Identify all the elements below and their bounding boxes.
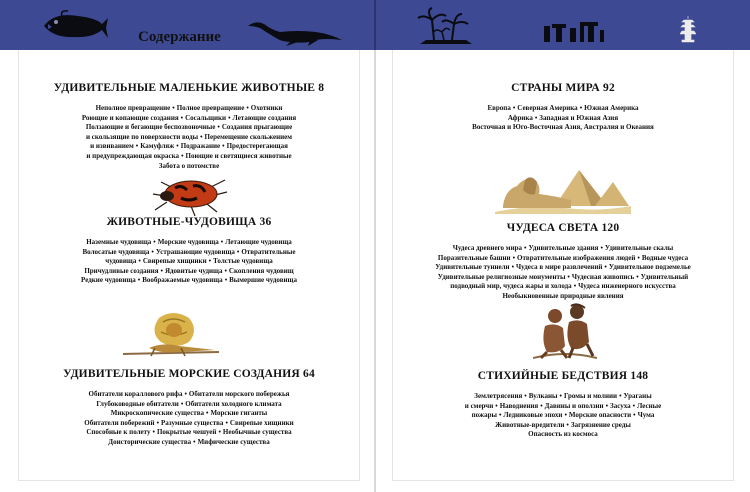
bullet-separator: •	[632, 401, 636, 410]
toc-item: Обитатели побережий	[84, 418, 155, 427]
toc-item: Удивительный	[640, 272, 689, 281]
pagoda-icon	[680, 16, 696, 46]
toc-item: Поразительные башни	[437, 253, 511, 262]
section-line	[27, 390, 351, 400]
section-line	[27, 257, 351, 267]
toc-item: Воображаемые чудовища	[142, 276, 223, 285]
section-line	[401, 430, 725, 440]
toc-item: Западная и Южная Азия	[539, 113, 619, 122]
toc-item: Громы и молнии	[563, 392, 618, 400]
toc-item: Забота о потомстве	[158, 161, 220, 170]
toc-item: Наводнения	[499, 401, 539, 410]
bullet-separator: •	[176, 142, 179, 151]
toc-item: Предостерегающая	[226, 142, 288, 151]
plesiosaur-icon	[246, 18, 344, 46]
section-title: УДИВИТЕЛЬНЫЕ МАЛЕНЬКИЕ ЖИВОТНЫЕ 8	[53, 82, 325, 94]
bullet-separator: •	[160, 266, 163, 275]
toc-item: Наземные чудовища	[86, 238, 152, 246]
toc-item: Отвратительные	[241, 247, 296, 256]
page-gutter	[374, 0, 376, 492]
section-title: УДИВИТЕЛЬНЫЕ МОРСКИЕ СОЗДАНИЯ 64	[63, 368, 315, 380]
bullet-separator: •	[566, 420, 569, 429]
toc-item: пожары	[471, 411, 497, 420]
toc-item: Мифические существа	[197, 437, 270, 446]
toc-item: Морские гиганты	[210, 409, 268, 418]
toc-item: Чудесная живопись	[571, 272, 635, 281]
section-line	[401, 402, 725, 412]
toc-item: Удивительные религиозные монументы	[437, 272, 566, 281]
toc-item: Необычные существа	[222, 428, 292, 437]
toc-item: Камуфляж	[140, 142, 175, 151]
bullet-separator: •	[200, 132, 203, 141]
toc-item: и предупреждающая окраска	[86, 151, 180, 160]
toc-item: Поющие и светящиеся животные	[185, 151, 292, 160]
toc-item: Обитатели кораллового рифа	[88, 390, 183, 398]
toc-item: Перемещение скольжением	[204, 132, 293, 141]
toc-item: Покрытые чешуей	[156, 428, 217, 437]
bullet-separator: •	[184, 390, 187, 398]
section-line	[27, 428, 351, 438]
toc-item: Морские чудовища	[157, 238, 219, 246]
section-line	[27, 123, 351, 133]
bullet-separator: •	[540, 401, 543, 410]
page-title: Содержание	[138, 29, 221, 45]
toc-item: Отвратительные изображения людей	[517, 253, 636, 262]
bullet-separator: •	[498, 411, 502, 420]
toc-item: Роющие и копающие создания	[81, 113, 179, 122]
bullet-separator: •	[222, 142, 225, 151]
section-items	[19, 390, 359, 448]
section-line	[401, 123, 725, 133]
bullet-separator: •	[180, 113, 184, 122]
beetle-illustration	[151, 166, 233, 218]
toc-item: Европа	[487, 104, 511, 112]
section-line	[27, 438, 351, 448]
page-gutter-band	[374, 0, 376, 50]
bullet-separator: •	[208, 257, 212, 266]
frilled-lizard-illustration	[119, 308, 223, 360]
bullet-separator: •	[573, 282, 577, 291]
bullet-separator: •	[224, 276, 228, 285]
toc-item: Африка	[507, 113, 533, 122]
section-line	[27, 152, 351, 162]
toc-item: Волосатые чудовища	[82, 247, 150, 256]
section-line	[401, 114, 725, 124]
toc-item: Животные-вредители	[495, 420, 565, 429]
toc-item: и извиванием	[90, 142, 134, 151]
toc-item: Разумные существа	[161, 418, 224, 427]
bullet-separator: •	[604, 263, 607, 272]
section-line	[27, 267, 351, 277]
toc-item: Лесные	[637, 401, 662, 410]
bullet-separator: •	[619, 392, 622, 400]
toc-item: Микроскопические существа	[110, 409, 205, 418]
section-title: СТРАНЫ МИРА 92	[511, 82, 615, 94]
palm-island-icon	[416, 6, 476, 46]
toc-item: Водные чудеса	[641, 253, 689, 262]
toc-item: Вулканы	[528, 392, 558, 400]
toc-item: Сосальщики	[185, 113, 227, 122]
toc-section-monster-animals	[19, 216, 359, 286]
section-line	[401, 244, 725, 254]
section-line	[401, 254, 725, 264]
bullet-separator: •	[637, 253, 640, 262]
section-items	[393, 244, 733, 302]
toc-item: чудовища	[105, 257, 137, 266]
toc-item: Глубоководные обитатели	[96, 399, 179, 408]
toc-item: Морские опасности	[568, 411, 632, 420]
bullet-separator: •	[180, 399, 184, 408]
stonehenge-icon	[542, 20, 604, 42]
toc-item: Полное превращение	[176, 104, 245, 112]
toc-item: Обитатели холодного климата	[185, 399, 282, 408]
toc-item: Вымершие чудовища	[229, 276, 297, 285]
section-line	[27, 142, 351, 152]
toc-item: Северная Америка	[517, 104, 578, 112]
bullet-separator: •	[246, 104, 249, 112]
toc-item: Подражание	[180, 142, 221, 151]
bullet-separator: •	[534, 113, 538, 122]
section-line	[401, 292, 725, 302]
bullet-separator: •	[206, 409, 209, 418]
toc-item: Обитатели морского побережья	[188, 390, 290, 398]
toc-section-wonders	[393, 222, 733, 302]
sphinx-pyramids-illustration	[495, 160, 631, 214]
section-line	[27, 419, 351, 429]
toc-item: Ураганы	[623, 392, 652, 400]
section-title: ЧУДЕСА СВЕТА 120	[506, 222, 620, 234]
toc-item: Ледниковые эпохи	[503, 411, 563, 420]
toc-item: Чума	[637, 411, 655, 420]
toc-item: Неполное превращение	[95, 104, 171, 112]
toc-item: Скопления чудовищ	[228, 266, 294, 275]
toc-item: Удивительное подземелье	[608, 263, 691, 272]
toc-item: Давины и оползни	[544, 401, 604, 410]
toc-item: Причудливые создания	[84, 266, 159, 275]
toc-item: Удивительные здания	[528, 244, 599, 252]
bullet-separator: •	[172, 104, 175, 112]
bullet-separator: •	[512, 104, 516, 112]
bullet-separator: •	[559, 392, 562, 400]
bullet-separator: •	[193, 437, 196, 446]
bullet-separator: •	[564, 411, 567, 420]
toc-item: Чудеса древнего мира	[452, 244, 523, 252]
bullet-separator: •	[236, 247, 240, 256]
toc-item: Необыкновенные природные явления	[502, 291, 624, 300]
toc-item: Летающие создания	[232, 113, 297, 122]
toc-item: Свирепые хищники	[142, 257, 207, 266]
section-line	[27, 248, 351, 258]
toc-item: Южная Америка	[584, 104, 639, 112]
toc-section-countries	[393, 82, 733, 133]
anglerfish-icon	[40, 10, 110, 42]
toc-section-small-animals	[19, 82, 359, 171]
bullet-separator: •	[217, 123, 220, 132]
bullet-separator: •	[567, 272, 570, 281]
section-line	[401, 421, 725, 431]
bullet-separator: •	[220, 238, 224, 246]
toc-item: Охотники	[250, 104, 283, 112]
toc-item: Летающие чудовища	[225, 238, 292, 246]
section-line	[27, 114, 351, 124]
bullet-separator: •	[135, 142, 139, 151]
toc-item: Удивительные туннели	[435, 263, 510, 272]
toc-item: Устрашающие чудовища	[155, 247, 235, 256]
toc-item: Опасность из космоса	[528, 430, 598, 439]
bullet-separator: •	[511, 263, 515, 272]
toc-item: Чудеса в мире развлечений	[516, 263, 603, 272]
toc-section-disasters	[393, 370, 733, 440]
toc-item: Чудеса инженерного искусства	[578, 282, 676, 291]
section-line	[401, 263, 725, 273]
section-line	[401, 411, 725, 421]
left-header-band	[0, 0, 374, 50]
section-line	[27, 238, 351, 248]
toc-item: Редкие чудовища	[81, 276, 136, 285]
toc-section-sea-creatures	[19, 368, 359, 448]
section-line	[401, 273, 725, 283]
bullet-separator: •	[579, 104, 583, 112]
bullet-separator: •	[228, 113, 231, 122]
section-items	[393, 392, 733, 440]
toc-item: Свирепые хищники	[229, 418, 294, 427]
toc-item: и смерчи	[464, 401, 494, 410]
section-line	[27, 409, 351, 419]
toc-item: Загрязнение среды	[570, 420, 631, 429]
bullet-separator: •	[153, 238, 156, 246]
right-page	[392, 50, 734, 481]
right-header-band	[376, 0, 750, 50]
children-illustration	[533, 302, 597, 360]
toc-item: Восточная и Юго-Восточная Азия, Австралия и Океания	[472, 123, 654, 132]
section-title: ЖИВОТНЫЕ-ЧУДОВИЩА 36	[106, 216, 272, 228]
toc-item: Доисторические существа	[108, 437, 192, 446]
bullet-separator: •	[636, 272, 639, 281]
section-items	[19, 104, 359, 171]
bullet-separator: •	[138, 257, 141, 266]
section-line	[27, 104, 351, 114]
toc-item: Способные к полету	[86, 428, 151, 437]
toc-item: Толстые чудовища	[213, 257, 273, 266]
section-line	[27, 276, 351, 286]
bullet-separator: •	[524, 392, 527, 400]
toc-item: Засуха	[610, 401, 631, 410]
bullet-separator: •	[152, 428, 155, 437]
bullet-separator: •	[524, 244, 527, 252]
bullet-separator: •	[181, 151, 184, 160]
bullet-separator: •	[151, 247, 154, 256]
toc-item: Удивительные скалы	[604, 244, 674, 252]
bullet-separator: •	[137, 276, 141, 285]
toc-item: Землетрясения	[474, 392, 523, 400]
bullet-separator: •	[225, 418, 228, 427]
bullet-separator: •	[512, 253, 516, 262]
toc-item: Ползающие и бегающие беспозвоночные	[85, 123, 216, 132]
bullet-separator: •	[156, 418, 160, 427]
toc-item: и скользящие по поверхности воды	[85, 132, 199, 141]
bullet-separator: •	[495, 401, 498, 410]
bullet-separator: •	[600, 244, 603, 252]
section-items	[19, 238, 359, 286]
section-line	[401, 104, 725, 114]
section-items	[393, 104, 733, 133]
section-line	[401, 392, 725, 402]
toc-item: подводный мир, чудеса жары и холода	[450, 282, 572, 291]
bullet-separator: •	[633, 411, 636, 420]
bullet-separator: •	[605, 401, 609, 410]
left-page	[18, 50, 360, 481]
bullet-separator: •	[218, 428, 221, 437]
toc-item: Ядовитые чудища	[164, 266, 223, 275]
toc-item: Создания прыгающие	[221, 123, 293, 132]
section-title: СТИХИЙНЫЕ БЕДСТВИЯ 148	[477, 370, 649, 382]
section-line	[401, 282, 725, 292]
section-line	[27, 133, 351, 143]
bullet-separator: •	[224, 266, 227, 275]
section-line	[27, 400, 351, 410]
